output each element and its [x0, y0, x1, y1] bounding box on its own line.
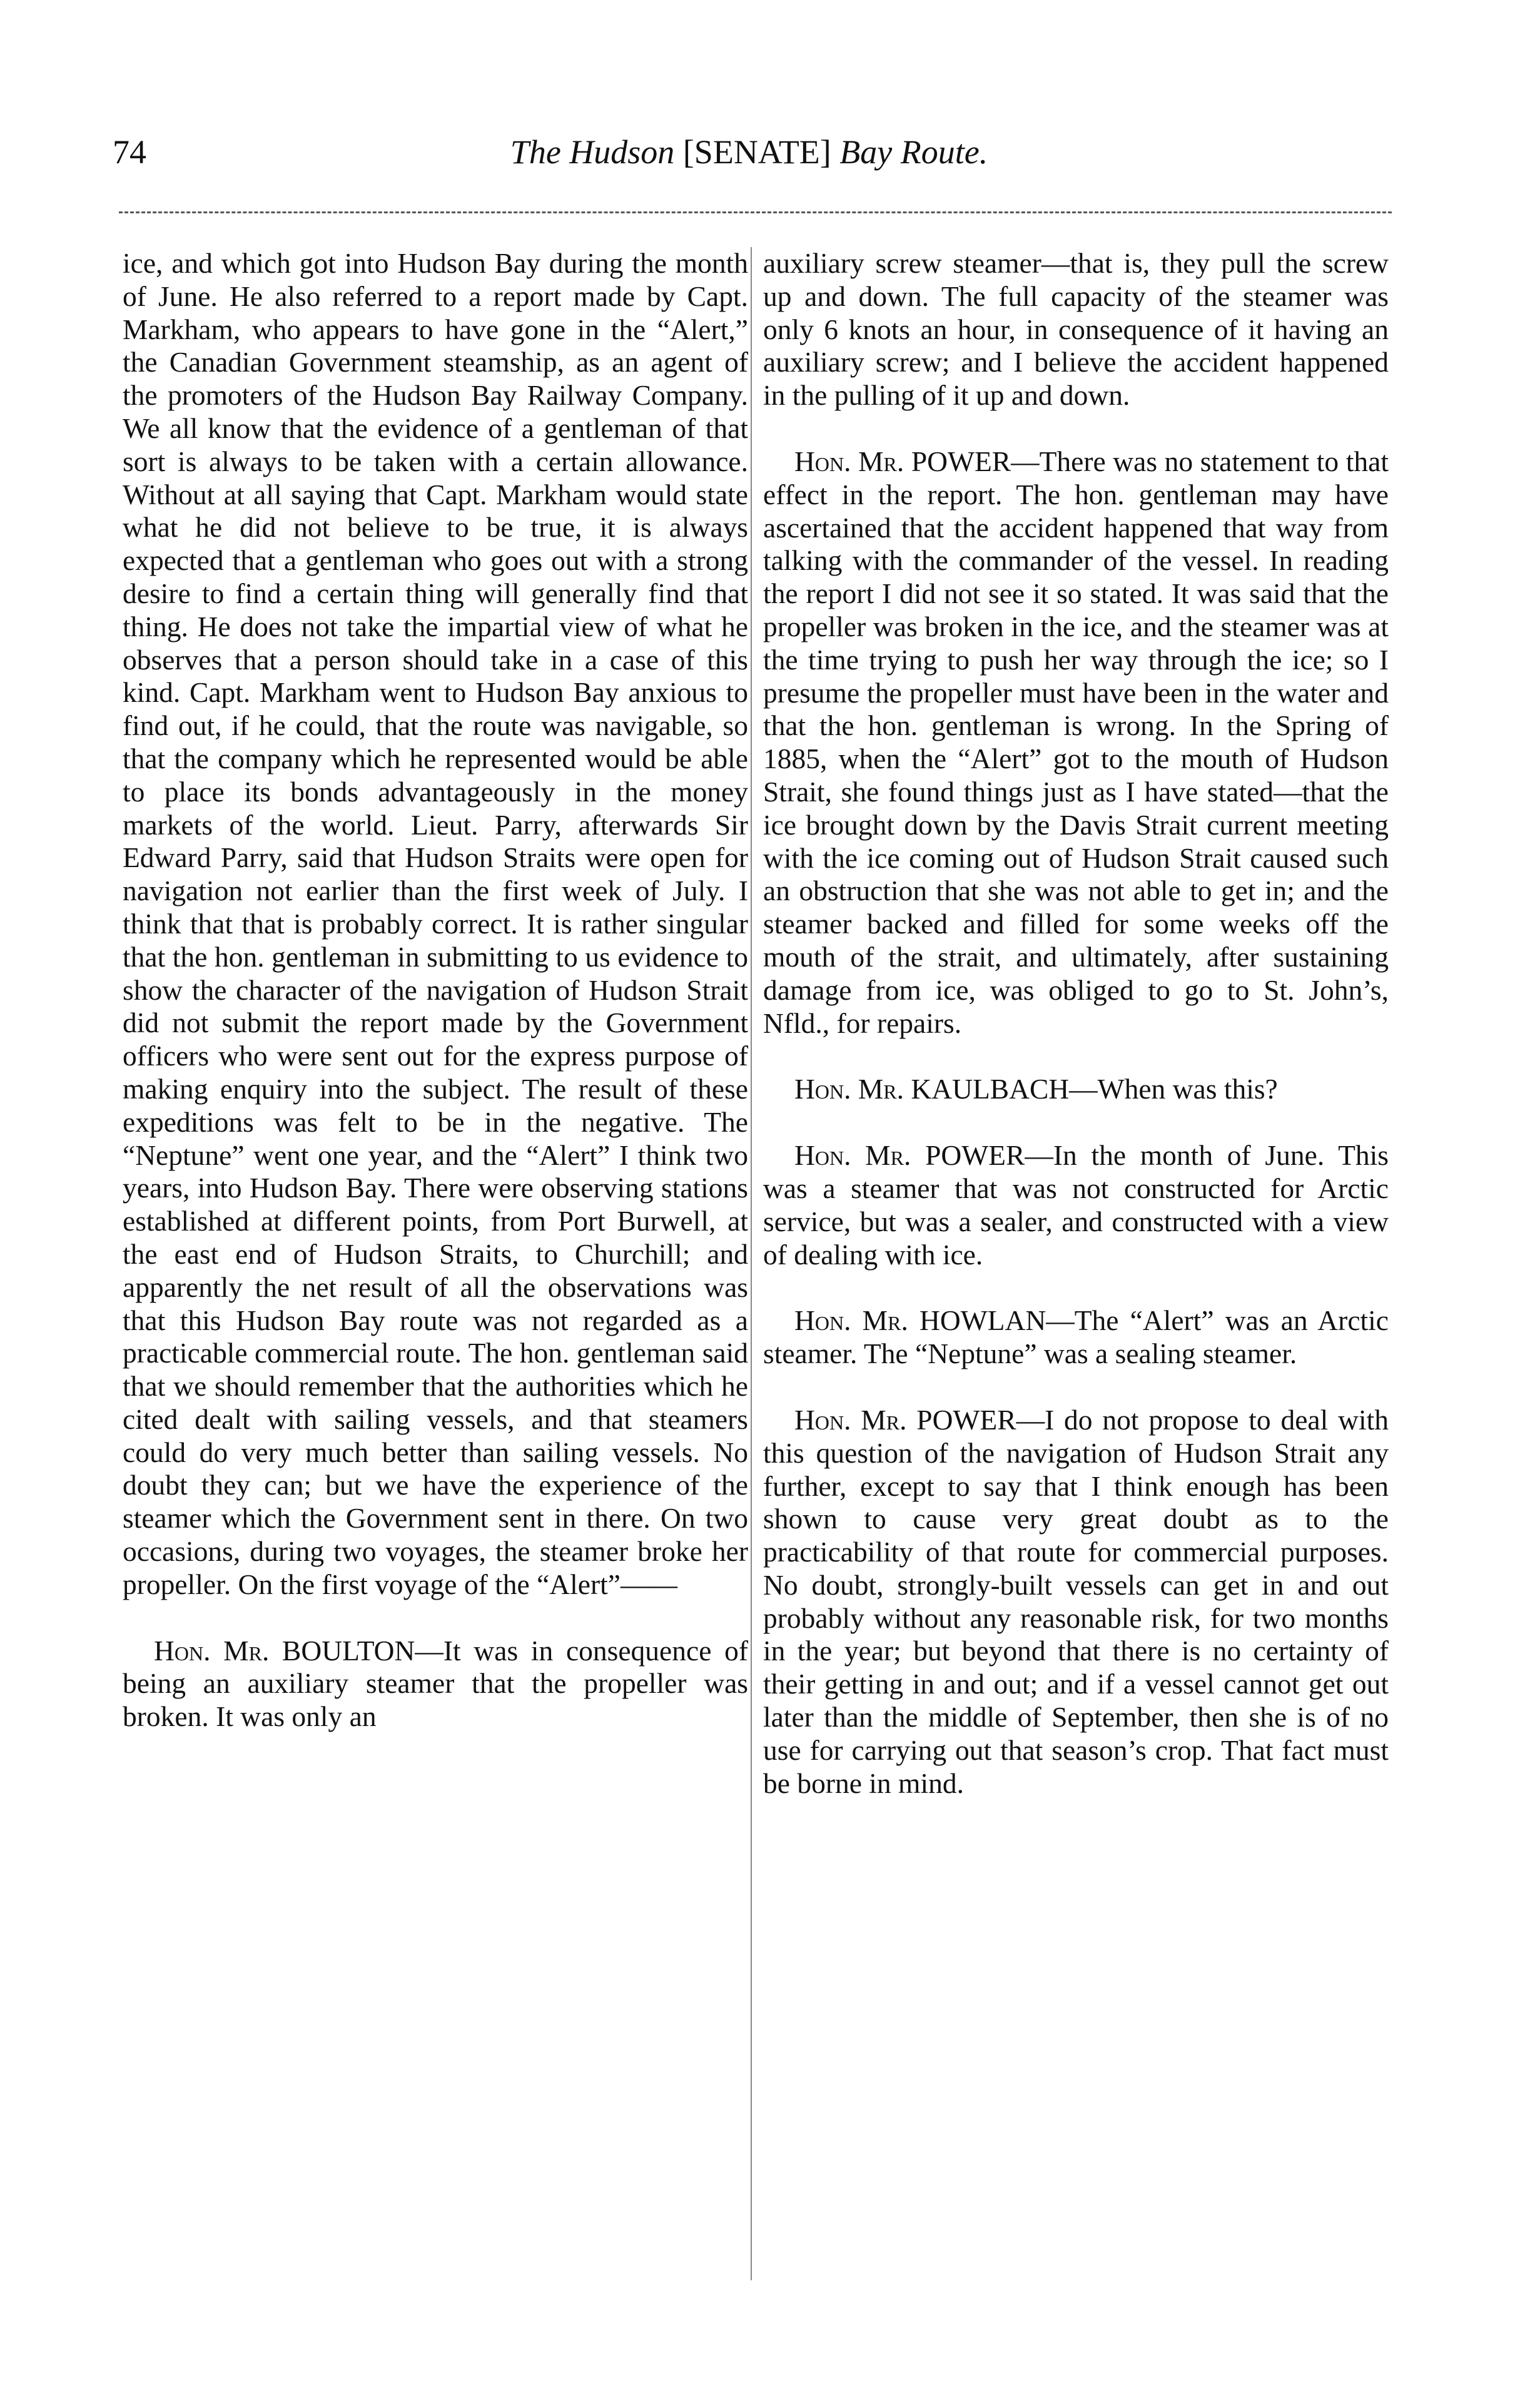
- speech-text: —In the month of June. This was a steamer that was not constructed for Arctic service, but was a sealer, and constructed with a view of dealing with ice.: [763, 1139, 1389, 1271]
- speech-text: —When was this?: [1069, 1073, 1278, 1105]
- speech-text: —It was in consequence of being an auxiliary steamer that the propeller was broken. It was only an: [123, 1634, 748, 1733]
- running-title-senate: [SENATE]: [682, 133, 831, 171]
- column-divider: [751, 247, 752, 2280]
- speaker-name: Hon. Mr. BOULTON: [154, 1634, 415, 1667]
- running-title-part2: Bay Route.: [839, 133, 988, 171]
- speech-text: —The “Alert” was an Arctic steamer. The “Neptune” was a sealing steamer.: [763, 1304, 1389, 1370]
- paragraph: auxiliary screw steamer—that is, they pull the screw up and down. The full capacity of the steamer was only 6 knots an hour, in consequence of it having an auxiliary screw; and I believe the accident happened in the pulling of it up and down.: [763, 247, 1389, 412]
- running-title-part1: The Hudson: [510, 133, 675, 171]
- speaker-name: Hon. Mr. POWER: [794, 1403, 1016, 1436]
- paragraph: [763, 1073, 1389, 1106]
- left-column: [123, 247, 748, 1734]
- speaker-name: Hon. Mr. POWER: [794, 445, 1011, 477]
- speaker-name: Hon. Mr. KAULBACH: [794, 1073, 1070, 1105]
- paragraph: [763, 1304, 1389, 1371]
- speech-text: —I do not propose to deal with this question of the navigation of Hudson Strait any further, except to say that I think enough has been shown to cause very great doubt as to the practicability of that route for commercial purposes. No doubt, strongly-built vessels can get in and out probably without any reasonable risk, for two months in the year; but beyond that there is no certainty of their getting in and out; and if a vessel cannot get out later than the middle of September, then she is of no use for carrying out that season’s crop. That fact must be borne in mind.: [763, 1403, 1389, 1799]
- paragraph: [763, 1404, 1389, 1800]
- paragraph: [123, 1635, 748, 1734]
- page-number: 74: [113, 133, 146, 171]
- speaker-name: Hon. Mr. POWER: [794, 1139, 1025, 1172]
- paragraph: ice, and which got into Hudson Bay during the month of June. He also referred to a report made by Capt. Markham, who appears to have gone in the “Alert,” the Canadian Government steamship, as an agent of the promoters of the Hudson Bay Railway Company. We all know that the evidence of a gentleman of that sort is always to be taken with a certain allowance. Without at all saying that Capt. Markham would state what he did not believe to be true, it is always expected that a gentleman who goes out with a strong desire to find a certain thing will generally find that thing. He does not take the impartial view of what he observes that a person should take in a case of this kind. Capt. Markham went to Hudson Bay anxious to find out, if he could, that the route was navigable, so that the company which he represented would be able to place its bonds advantageously in the money markets of the world. Lieut. Parry, afterwards Sir Edward Parry, said that Hudson Straits were open for navigation not earlier than the first week of July. I think that that is probably correct. It is rather singular that the hon. gentleman in submitting to us evidence to show the character of the navigation of Hudson Strait did not submit the report made by the Government officers who were sent out for the express purpose of making enquiry into the subject. The result of these expeditions was felt to be in the negative. The “Neptune” went one year, and the “Alert” I think two years, into Hudson Bay. There were observing stations established at different points, from Port Burwell, at the east end of Hudson Straits, to Churchill; and apparently the net result of all the observations was that this Hudson Bay route was not regarded as a practicable commercial route. The hon. gentleman said that we should remember that the authorities which he cited dealt with sailing vessels, and that steamers could do very much better than sailing vessels. No doubt they can; but we have the experience of the steamer which the Government sent in there. On two occasions, during two voyages, the steamer broke her propeller. On the first voyage of the “Alert”——: [123, 247, 748, 1600]
- speaker-name: Hon. Mr. HOWLAN: [794, 1304, 1046, 1337]
- paragraph: [763, 445, 1389, 1040]
- running-title: [113, 133, 1385, 171]
- header-rule: [119, 211, 1392, 213]
- speech-text: —There was no statement to that effect in the report. The hon. gentleman may have ascertained that the accident happened that way from talking with the commander of the vessel. In reading the report I did not see it so stated. It was said that the propeller was broken in the ice, and the steamer was at the time trying to push her way through the ice; so I presume the propeller must have been in the water and that the hon. gentleman is wrong. In the Spring of 1885, when the “Alert” got to the mouth of Hudson Strait, she found things just as I have stated—that the ice brought down by the Davis Strait current meeting with the ice coming out of Hudson Strait caused such an obstruction that she was not able to get in; and the steamer backed and filled for some weeks off the mouth of the strait, and ultimately, after sustaining damage from ice, was obliged to go to St. John’s, Nfld., for repairs.: [763, 445, 1389, 1039]
- paragraph: [763, 1139, 1389, 1271]
- right-column: [763, 247, 1389, 1800]
- page-header: [113, 133, 1385, 183]
